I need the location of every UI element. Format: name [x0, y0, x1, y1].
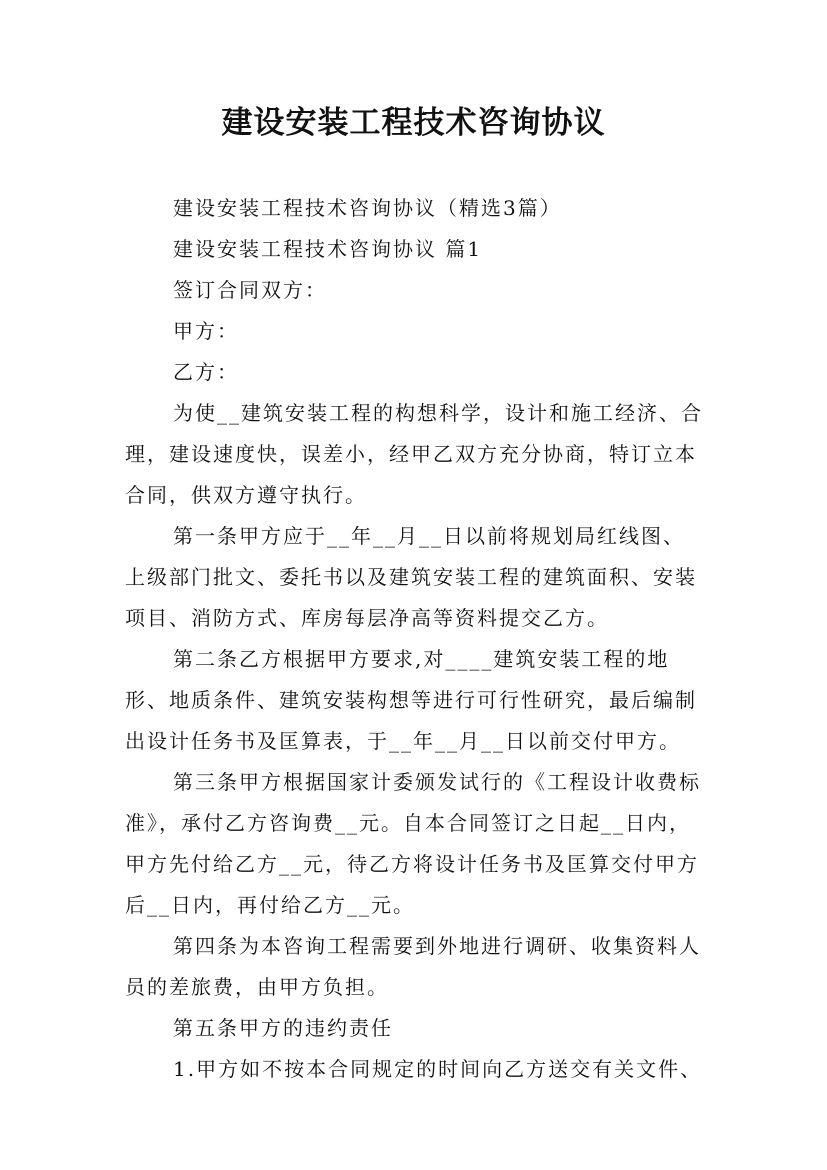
paragraph-party-a: 甲方：	[173, 319, 239, 343]
paragraph-clause-1: 1.甲方如不按本合同规定的时间向乙方送交有关文件、	[173, 1057, 703, 1081]
document-title: 建设安装工程技术咨询协议	[221, 105, 606, 141]
document-body	[125, 188, 705, 1090]
paragraph-subtitle: 建设安装工程技术咨询协议（精选3篇）	[173, 196, 562, 220]
paragraph-parties: 签订合同双方：	[173, 278, 327, 302]
paragraph-section-heading: 建设安装工程技术咨询协议 篇1	[173, 237, 483, 261]
paragraph-article-4: 第四条为本咨询工程需要到外地进行调研、收集资料人员的差旅费，由甲方负担。	[125, 934, 701, 999]
paragraph-article-3: 第三条甲方根据国家计委颁发试行的《工程设计收费标准》，承付乙方咨询费__元。自本合同签订之日起__日内，甲方先付给乙方__元，待乙方将设计任务书及匡算交付甲方后__日内，再付给乙方__元。	[125, 770, 701, 917]
paragraph-article-2: 第二条乙方根据甲方要求,对____建筑安装工程的地形、地质条件、建筑安装构想等进行可行性研究，最后编制出设计任务书及匡算表，于__年__月__日以前交付甲方。	[125, 647, 697, 753]
paragraph-article-1: 第一条甲方应于__年__月__日以前将规划局红线图、上级部门批文、委托书以及建筑安装工程的建筑面积、安装项目、消防方式、库房每层净高等资料提交乙方。	[125, 524, 697, 630]
paragraph-article-5: 第五条甲方的违约责任	[173, 1016, 393, 1040]
paragraph-preamble: 为使__建筑安装工程的构想科学，设计和施工经济、合理，建设速度快，误差小，经甲乙双方充分协商，特订立本合同，供双方遵守执行。	[125, 401, 703, 507]
paragraph-party-b: 乙方：	[173, 360, 239, 384]
